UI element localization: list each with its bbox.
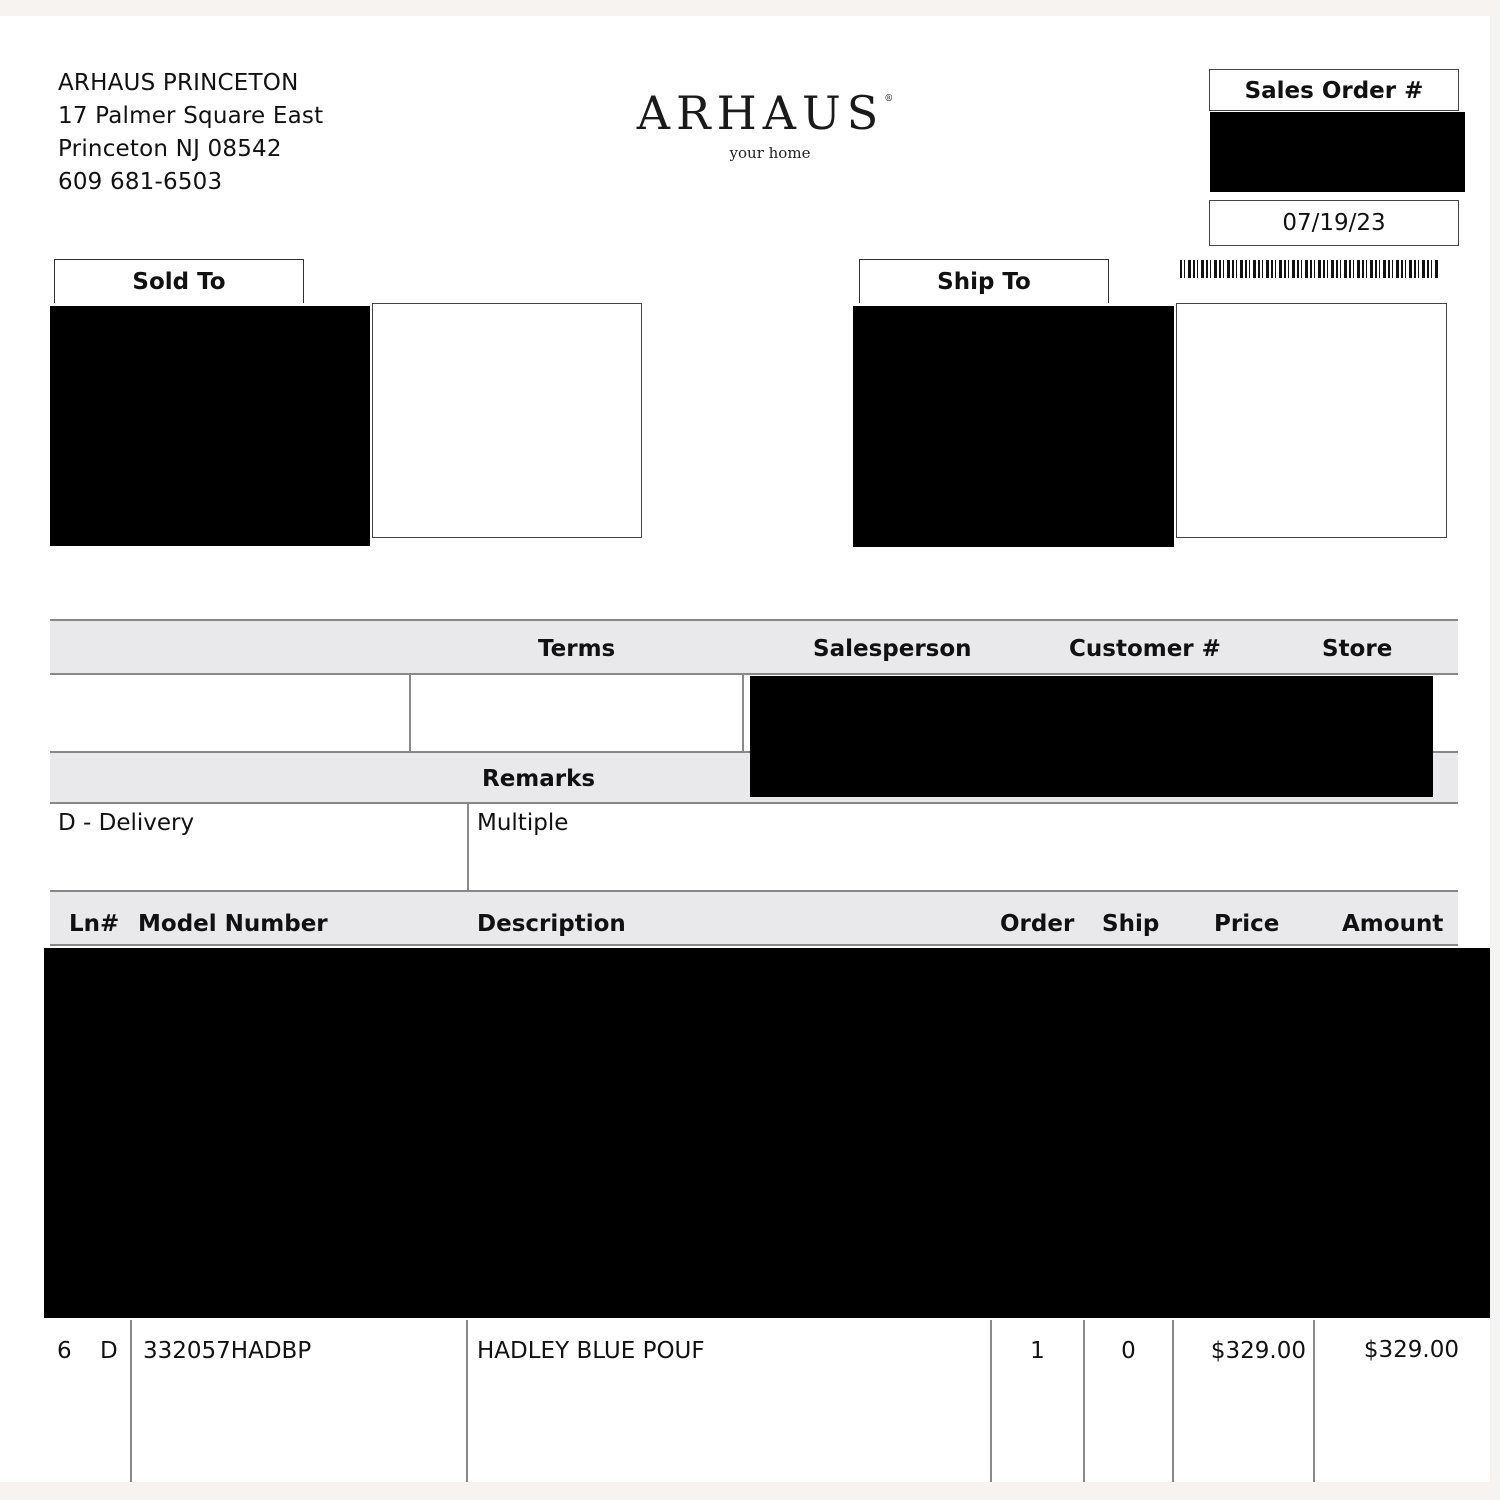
- salesperson-header: Salesperson: [813, 636, 972, 662]
- sales-order-label-box: [1209, 69, 1459, 111]
- redacted-line-items: [44, 948, 1490, 1318]
- divider: [409, 675, 411, 753]
- description-header: Description: [477, 911, 626, 937]
- row-amount: $329.00: [1363, 1337, 1459, 1363]
- ship-to-label: Ship To: [859, 259, 1109, 303]
- redacted-sold-to: [50, 306, 370, 546]
- brand-tagline: your home: [729, 144, 811, 162]
- terms-header: Terms: [538, 636, 616, 662]
- barcode: [1180, 260, 1438, 278]
- divider: [1313, 1320, 1315, 1482]
- store-street: 17 Palmer Square East: [58, 103, 324, 129]
- price-header: Price: [1214, 911, 1280, 937]
- divider: [130, 1320, 132, 1482]
- model-number-header: Model Number: [138, 911, 328, 937]
- store-phone: 609 681-6503: [58, 169, 223, 195]
- sold-to-box: [372, 303, 642, 538]
- brand-logo: ARHAUS®: [636, 86, 894, 140]
- ship-to-box: [1176, 303, 1447, 538]
- sold-to-label: Sold To: [54, 259, 304, 303]
- sales-order-document: [0, 16, 1490, 1482]
- row-ship-qty: 0: [1121, 1338, 1136, 1364]
- redacted-salesperson-customer-store: [750, 676, 1433, 797]
- store-city: Princeton NJ 08542: [58, 136, 282, 162]
- row-ln: 6: [57, 1338, 72, 1364]
- divider: [466, 1320, 468, 1482]
- row-code: D: [100, 1338, 118, 1364]
- customer-number-header: Customer #: [1069, 636, 1221, 662]
- order-date-box: [1209, 200, 1459, 246]
- order-header: Order: [1000, 911, 1075, 937]
- row-price: $329.00: [1210, 1338, 1306, 1364]
- divider: [467, 804, 469, 892]
- store-header: Store: [1322, 636, 1393, 662]
- ship-header: Ship: [1102, 911, 1160, 937]
- brand-name: ARHAUS: [636, 86, 885, 140]
- redacted-order-number: [1210, 112, 1465, 192]
- sales-order-label: Sales Order #: [1244, 78, 1424, 104]
- order-date: 07/19/23: [1282, 210, 1386, 236]
- amount-header: Amount: [1342, 911, 1444, 937]
- row-description: HADLEY BLUE POUF: [477, 1338, 705, 1364]
- divider: [742, 675, 744, 753]
- redacted-ship-to: [853, 306, 1174, 547]
- row-order-qty: 1: [1030, 1338, 1045, 1364]
- ln-header: Ln#: [69, 911, 120, 937]
- remarks-value: Multiple: [477, 810, 569, 836]
- row-model-number: 332057HADBP: [143, 1338, 312, 1364]
- store-name: ARHAUS PRINCETON: [58, 70, 299, 96]
- info-header-band: [50, 619, 1458, 675]
- remarks-header: Remarks: [482, 766, 596, 792]
- delivery-method: D - Delivery: [58, 810, 195, 836]
